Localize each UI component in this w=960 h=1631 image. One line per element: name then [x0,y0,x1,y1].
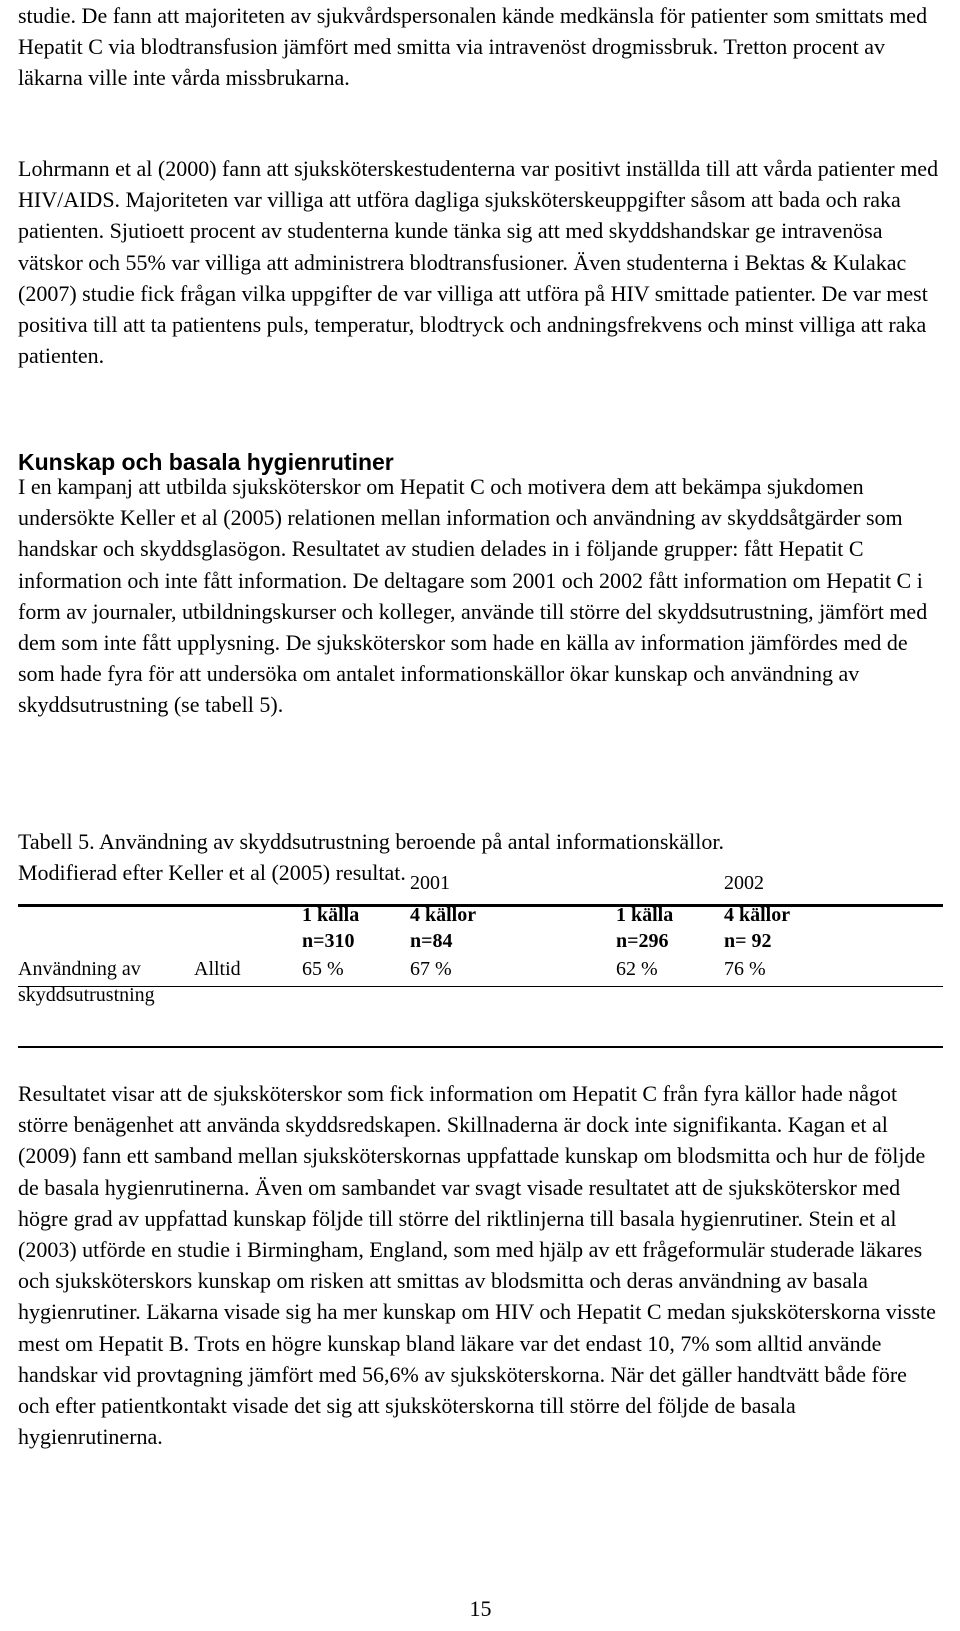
table-header-3: 1 källa [616,904,674,926]
table-cell-value-1: 65 % [302,958,344,980]
table-cell-value-2: 67 % [410,958,452,980]
table-caption-line-1: Tabell 5. Användning av skyddsutrustning beroende på antal informationskällor. [18,829,724,854]
table-header-4-n: n= 92 [724,930,772,952]
table-header-3-n: n=296 [616,930,669,952]
table-header-1: 1 källa [302,904,360,926]
table-row-label: Användning av [18,958,141,980]
paragraph-3: I en kampanj att utbilda sjuksköterskor om Hepatit C och motivera dem att bekämpa sjukdomen undersökte Keller et al (2005) relationen mellan information och användning av skyddsåtgärder som handskar och skyddsglasögon. Resultatet av studien delades in i följande grupper: fått Hepatit C information och inte fått information. De deltagare som 2001 och 2002 fått information om Hepatit C i form av journaler, utbildningskurser och kolleger, använde till större del skyddsutrustning, jämfört med dem som inte fått upplysning. De sjuksköterskor som hade en källa av information jämfördes med de som hade fyra för att undersöka om antalet informationskällor ökar kunskap och användning av skyddsutrustning (se tabell 5). [18,474,928,718]
table-header-1-n: n=310 [302,930,355,952]
page-number: 15 [469,1596,492,1621]
table-year-2002: 2002 [724,872,764,894]
table-header-rule [18,986,943,987]
section-heading: Kunskap och basala hygienrutiner [18,449,394,475]
paragraph-2: Lohrmann et al (2000) fann att sjuksköterskestudenterna var positivt inställda till att vårda patienter med HIV/AIDS. Majoriteten var villiga att utföra dagliga sjuksköterskeuppgifter såsom att bada och raka patienten. Sjutioett procent av studenterna kunde tänka sig att med skyddshandskar ge intravenösa vätskor och 55% var villiga att administrera blodtransfusioner. Även studenterna i Bektas & Kulakac (2007) studie fick frågan vilka uppgifter de var villiga att utföra på HIV smittade patienter. De var mest positiva till att ta patientens puls, temperatur, blodtryck och andningsfrekvens och minst villiga att raka patienten. [18,156,939,369]
table-caption [18,826,724,888]
table-row-sublabel: Alltid [194,958,241,980]
table-bottom-rule [18,1046,943,1048]
table-header-2-n: n=84 [410,930,453,952]
table-cell-value-3: 62 % [616,958,658,980]
table-year-2001: 2001 [410,872,450,894]
table-cell-value-4: 76 % [724,958,766,980]
paragraph-4: Resultatet visar att de sjuksköterskor som fick information om Hepatit C från fyra källor hade något större benägenhet att använda skyddsredskapen. Skillnaderna är dock inte signifikanta. Kagan et al (2009) fann ett samband mellan sjuksköterskornas uppfattade kunskap om blodsmitta och hur de följde de basala hygienrutinerna. Även om sambandet var svagt visade resultatet att de sjuksköterskor med högre grad av uppfattad kunskap följde till större del riktlinjerna till basala hygienrutiner. Stein et al (2003) utförde en studie i Birmingham, England, som med hjälp av ett frågeformulär studerade läkares och sjuksköterskors kunskap om risken att smittas av blodsmitta och deras användning av basala hygienrutiner. Läkarna visade sig ha mer kunskap om HIV och Hepatit C medan sjuksköterskorna visste mest om Hepatit B. Trots en högre kunskap bland läkare var det endast 10, 7% som alltid använde handskar vid provtagning jämfört med 56,6% av sjuksköterskorna. När det gäller handtvätt både före och efter patientkontakt visade det sig att sjuksköterskorna till större del följde de basala hygienrutinerna. [18,1081,936,1450]
table-top-rule [18,904,943,907]
table-caption-line-2: Modifierad efter Keller et al (2005) resultat. [18,860,406,885]
paragraph-1: studie. De fann att majoriteten av sjukvårdspersonalen kände medkänsla för patienter som smittats med Hepatit C via blodtransfusion jämfört med smitta via intravenöst drogmissbruk. Tretton procent av läkarna ville inte vårda missbrukarna. [18,3,928,91]
table-header-4: 4 källor [724,904,791,926]
table-row-label-line-2: skyddsutrustning [18,984,155,1006]
table-header-2: 4 källor [410,904,477,926]
